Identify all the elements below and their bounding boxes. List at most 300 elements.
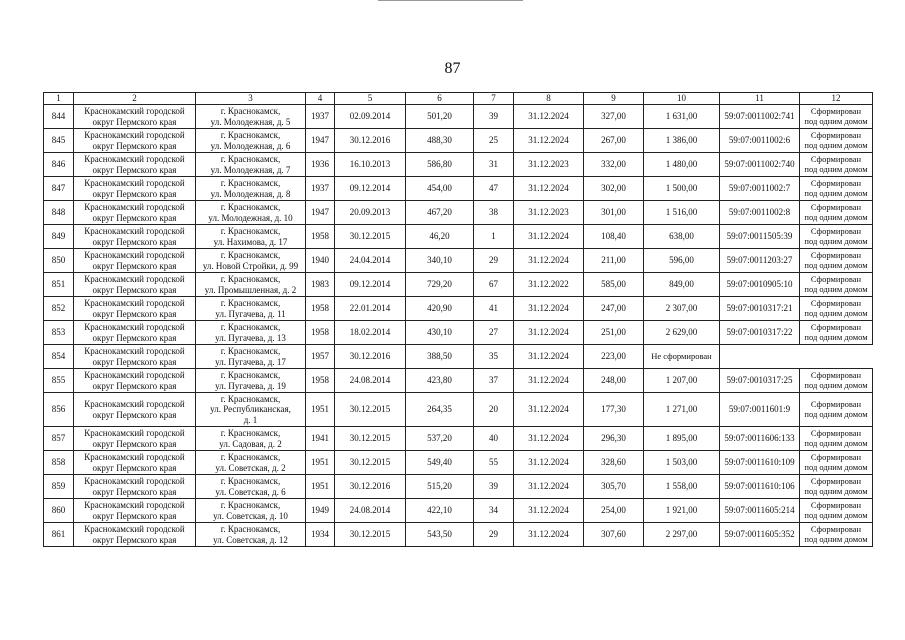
address-street: ул. Молодежная, д. 5 xyxy=(210,116,291,127)
municipality-cell xyxy=(74,105,196,129)
municipality-cell xyxy=(74,345,196,369)
planned-date: 31.12.2024 xyxy=(514,393,584,427)
inspection-date: 30.12.2016 xyxy=(335,475,406,499)
row-number: 849 xyxy=(44,225,74,249)
land-area: 2 629,00 xyxy=(644,321,720,345)
municipality-cell xyxy=(74,475,196,499)
build-year: 1951 xyxy=(306,475,335,499)
column-number: 10 xyxy=(644,93,720,105)
planned-date: 31.12.2022 xyxy=(514,273,584,297)
address-city: г. Краснокамск, xyxy=(220,154,281,165)
value-col-9: 301,00 xyxy=(584,201,644,225)
status-line-2: под одним домом xyxy=(804,331,868,342)
municipality-cell xyxy=(74,153,196,177)
land-area: 1 386,00 xyxy=(644,129,720,153)
land-area: 1 271,00 xyxy=(644,393,720,427)
planned-date: 31.12.2024 xyxy=(514,475,584,499)
address-city: г. Краснокамск, xyxy=(220,393,281,404)
value-col-9: 254,00 xyxy=(584,499,644,523)
address-city: г. Краснокамск, xyxy=(220,370,281,381)
planned-date: 31.12.2024 xyxy=(514,427,584,451)
municipality-line-1: Краснокамский городской xyxy=(84,500,185,511)
build-year: 1941 xyxy=(306,427,335,451)
table-row xyxy=(44,153,873,177)
value-col-9: 302,00 xyxy=(584,177,644,201)
land-status-cell xyxy=(800,321,873,345)
address-cell xyxy=(196,475,306,499)
row-number: 856 xyxy=(44,393,74,427)
status-line-2: под одним домом xyxy=(804,379,868,390)
address-cell xyxy=(196,393,306,427)
build-year: 1937 xyxy=(306,105,335,129)
municipality-line-2: округ Пермского края xyxy=(92,140,177,151)
land-area: 2 297,00 xyxy=(644,523,720,547)
address-city: г. Краснокамск, xyxy=(220,500,281,511)
table-row xyxy=(44,105,873,129)
floor-area: 388,50 xyxy=(406,345,474,369)
inspection-date: 18.02.2014 xyxy=(335,321,406,345)
municipality-line-2: округ Пермского края xyxy=(92,284,177,295)
row-number: 846 xyxy=(44,153,74,177)
status-line-2: под одним домом xyxy=(804,283,868,294)
municipality-cell xyxy=(74,499,196,523)
cadastral-number: 59:07:0010317:25 xyxy=(720,369,800,393)
residents-count: 67 xyxy=(474,273,514,297)
address-cell xyxy=(196,369,306,393)
municipality-line-2: округ Пермского края xyxy=(92,380,177,391)
residents-count: 47 xyxy=(474,177,514,201)
municipality-line-2: округ Пермского края xyxy=(92,534,177,545)
planned-date: 31.12.2024 xyxy=(514,129,584,153)
build-year: 1957 xyxy=(306,345,335,369)
status-line-1: Сформирован xyxy=(810,475,862,486)
cadastral-number: 59:07:0011002:6 xyxy=(720,129,800,153)
address-city: г. Краснокамск, xyxy=(220,524,281,535)
table-row xyxy=(44,321,873,345)
build-year: 1958 xyxy=(306,297,335,321)
value-col-9: 327,00 xyxy=(584,105,644,129)
address-city: г. Краснокамск, xyxy=(220,130,281,141)
municipality-cell xyxy=(74,393,196,427)
municipality-cell xyxy=(74,249,196,273)
address-street: ул. Молодежная, д. 8 xyxy=(210,188,291,199)
planned-date: 31.12.2024 xyxy=(514,249,584,273)
row-number: 858 xyxy=(44,451,74,475)
planned-date: 31.12.2024 xyxy=(514,369,584,393)
column-number: 1 xyxy=(44,93,74,105)
municipality-line-1: Краснокамский городской xyxy=(84,452,185,463)
floor-area: 46,20 xyxy=(406,225,474,249)
address-street: ул. Нахимова, д. 17 xyxy=(213,236,288,247)
build-year: 1951 xyxy=(306,393,335,427)
residents-count: 29 xyxy=(474,523,514,547)
column-number: 8 xyxy=(514,93,584,105)
status-line-1: Сформирован xyxy=(810,398,862,409)
status-line-1: Не сформирован xyxy=(651,350,712,361)
status-line-2: под одним домом xyxy=(804,259,868,270)
address-cell xyxy=(196,321,306,345)
column-number: 5 xyxy=(335,93,406,105)
table-row xyxy=(44,297,873,321)
column-number: 12 xyxy=(800,93,873,105)
row-number: 860 xyxy=(44,499,74,523)
row-number: 847 xyxy=(44,177,74,201)
land-area: 1 207,00 xyxy=(644,369,720,393)
status-line-1: Сформирован xyxy=(810,499,862,510)
address-street: ул. Советская, д. 6 xyxy=(215,486,286,497)
address-cell xyxy=(196,345,306,369)
column-number: 3 xyxy=(196,93,306,105)
address-cell xyxy=(196,499,306,523)
inspection-date: 09.12.2014 xyxy=(335,177,406,201)
cadastral-number: 59:07:0010317:21 xyxy=(720,297,800,321)
row-number: 861 xyxy=(44,523,74,547)
inspection-date: 20.09.2013 xyxy=(335,201,406,225)
address-cell xyxy=(196,273,306,297)
row-number: 848 xyxy=(44,201,74,225)
municipality-line-1: Краснокамский городской xyxy=(84,428,185,439)
row-number: 850 xyxy=(44,249,74,273)
page-number: 87 xyxy=(444,60,461,77)
municipality-line-2: округ Пермского края xyxy=(92,409,177,420)
column-number: 6 xyxy=(406,93,474,105)
address-street: ул. Молодежная, д. 10 xyxy=(208,212,293,223)
inspection-date: 24.08.2014 xyxy=(335,369,406,393)
address-street: ул. Молодежная, д. 6 xyxy=(210,140,291,151)
cadastral-number: 59:07:0011601:9 xyxy=(720,393,800,427)
municipality-line-1: Краснокамский городской xyxy=(84,476,185,487)
inspection-date: 09.12.2014 xyxy=(335,273,406,297)
cadastral-number: 59:07:0011002:8 xyxy=(720,201,800,225)
planned-date: 31.12.2024 xyxy=(514,177,584,201)
planned-date: 31.12.2023 xyxy=(514,201,584,225)
land-status-cell xyxy=(800,129,873,153)
value-col-9: 328,60 xyxy=(584,451,644,475)
address-cell xyxy=(196,297,306,321)
land-status-cell xyxy=(800,273,873,297)
land-status-cell xyxy=(800,451,873,475)
build-year: 1958 xyxy=(306,321,335,345)
floor-area: 467,20 xyxy=(406,201,474,225)
cadastral-number: 59:07:0011203:27 xyxy=(720,249,800,273)
municipality-line-2: округ Пермского края xyxy=(92,332,177,343)
table-row xyxy=(44,475,873,499)
residents-count: 1 xyxy=(474,225,514,249)
planned-date: 31.12.2024 xyxy=(514,499,584,523)
address-city: г. Краснокамск, xyxy=(220,178,281,189)
address-cell xyxy=(196,201,306,225)
land-area: 849,00 xyxy=(644,273,720,297)
status-line-2: под одним домом xyxy=(804,211,868,222)
municipality-line-1: Краснокамский городской xyxy=(84,399,185,410)
address-cell xyxy=(196,105,306,129)
cadastral-number: 59:07:0011606:133 xyxy=(720,427,800,451)
table-row xyxy=(44,345,873,369)
build-year: 1983 xyxy=(306,273,335,297)
residents-count: 37 xyxy=(474,369,514,393)
table-row xyxy=(44,249,873,273)
floor-area: 488,30 xyxy=(406,129,474,153)
address-city: г. Краснокамск, xyxy=(220,106,281,117)
municipality-line-1: Краснокамский городской xyxy=(84,178,185,189)
address-street: ул. Советская, д. 12 xyxy=(213,534,288,545)
address-city: г. Краснокамск, xyxy=(220,250,281,261)
address-cell xyxy=(196,225,306,249)
address-city: г. Краснокамск, xyxy=(220,346,281,357)
residents-count: 55 xyxy=(474,451,514,475)
build-year: 1937 xyxy=(306,177,335,201)
municipality-line-1: Краснокамский городской xyxy=(84,250,185,261)
value-col-9: 296,30 xyxy=(584,427,644,451)
build-year: 1958 xyxy=(306,369,335,393)
municipality-line-1: Краснокамский городской xyxy=(84,154,185,165)
row-number: 851 xyxy=(44,273,74,297)
cadastral-number: 59:07:0010905:10 xyxy=(720,273,800,297)
value-col-9: 211,00 xyxy=(584,249,644,273)
inspection-date: 24.04.2014 xyxy=(335,249,406,273)
municipality-cell xyxy=(74,321,196,345)
land-status-cell xyxy=(800,249,873,273)
address-street: ул. Новой Стройки, д. 99 xyxy=(202,260,299,271)
address-cell xyxy=(196,249,306,273)
floor-area: 264,35 xyxy=(406,393,474,427)
inspection-date: 22.01.2014 xyxy=(335,297,406,321)
municipality-cell xyxy=(74,129,196,153)
address-city: г. Краснокамск, xyxy=(220,322,281,333)
municipality-line-2: округ Пермского края xyxy=(92,486,177,497)
status-line-2: под одним домом xyxy=(804,139,868,150)
address-city: г. Краснокамск, xyxy=(220,202,281,213)
address-cell xyxy=(196,177,306,201)
residents-count: 39 xyxy=(474,105,514,129)
residents-count: 27 xyxy=(474,321,514,345)
floor-area: 423,80 xyxy=(406,369,474,393)
table-row xyxy=(44,225,873,249)
build-year: 1936 xyxy=(306,153,335,177)
municipality-cell xyxy=(74,297,196,321)
table-row xyxy=(44,523,873,547)
build-year: 1947 xyxy=(306,129,335,153)
municipality-line-2: округ Пермского края xyxy=(92,438,177,449)
value-col-9: 332,00 xyxy=(584,153,644,177)
floor-area: 340,10 xyxy=(406,249,474,273)
municipality-line-1: Краснокамский городской xyxy=(84,322,185,333)
row-number: 853 xyxy=(44,321,74,345)
address-street: ул. Садовая, д. 2 xyxy=(219,438,282,449)
cadastral-number: 59:07:0011605:214 xyxy=(720,499,800,523)
status-line-2: под одним домом xyxy=(804,437,868,448)
inspection-date: 30.12.2015 xyxy=(335,451,406,475)
build-year: 1958 xyxy=(306,225,335,249)
floor-area: 454,00 xyxy=(406,177,474,201)
column-number-row xyxy=(44,93,873,105)
row-number: 857 xyxy=(44,427,74,451)
residents-count: 38 xyxy=(474,201,514,225)
address-city: г. Краснокамск, xyxy=(220,274,281,285)
table-row xyxy=(44,393,873,427)
cadastral-number: 59:07:0010317:22 xyxy=(720,321,800,345)
municipality-line-1: Краснокамский городской xyxy=(84,346,185,357)
inspection-date: 30.12.2015 xyxy=(335,225,406,249)
status-line-2: под одним домом xyxy=(804,235,868,246)
planned-date: 31.12.2024 xyxy=(514,345,584,369)
floor-area: 430,10 xyxy=(406,321,474,345)
inspection-date: 02.09.2014 xyxy=(335,105,406,129)
status-line-2: под одним домом xyxy=(804,485,868,496)
table-row xyxy=(44,369,873,393)
table-row xyxy=(44,499,873,523)
land-status-cell xyxy=(800,153,873,177)
status-line-1: Сформирован xyxy=(810,297,862,308)
land-status-cell xyxy=(800,427,873,451)
land-status-cell xyxy=(800,475,873,499)
inspection-date: 30.12.2016 xyxy=(335,345,406,369)
cadastral-number: 59:07:0011002:740 xyxy=(720,153,800,177)
status-line-1: Сформирован xyxy=(810,451,862,462)
row-number: 844 xyxy=(44,105,74,129)
land-status-cell xyxy=(800,297,873,321)
address-city: г. Краснокамск, xyxy=(220,452,281,463)
housing-registry-table xyxy=(43,92,873,547)
value-col-9: 307,60 xyxy=(584,523,644,547)
address-cell xyxy=(196,451,306,475)
land-area: 1 558,00 xyxy=(644,475,720,499)
address-cell xyxy=(196,129,306,153)
column-number: 2 xyxy=(74,93,196,105)
cadastral-number: 59:07:0011002:7 xyxy=(720,177,800,201)
table-row xyxy=(44,451,873,475)
land-status-cell xyxy=(800,105,873,129)
municipality-line-2: округ Пермского края xyxy=(92,188,177,199)
status-line-1: Сформирован xyxy=(810,427,862,438)
address-extra: д. 1 xyxy=(243,414,258,425)
municipality-cell xyxy=(74,451,196,475)
municipality-line-1: Краснокамский городской xyxy=(84,106,185,117)
residents-count: 40 xyxy=(474,427,514,451)
build-year: 1947 xyxy=(306,201,335,225)
inspection-date: 16.10.2013 xyxy=(335,153,406,177)
residents-count: 25 xyxy=(474,129,514,153)
row-number: 859 xyxy=(44,475,74,499)
value-col-9: 267,00 xyxy=(584,129,644,153)
cadastral-number: 59:07:0011610:106 xyxy=(720,475,800,499)
status-line-1: Сформирован xyxy=(810,177,862,188)
column-number: 11 xyxy=(720,93,800,105)
land-status-cell xyxy=(644,345,720,369)
row-number: 852 xyxy=(44,297,74,321)
land-area: 1 631,00 xyxy=(644,105,720,129)
land-status-cell xyxy=(800,523,873,547)
municipality-cell xyxy=(74,523,196,547)
residents-count: 35 xyxy=(474,345,514,369)
land-area: 1 503,00 xyxy=(644,451,720,475)
floor-area: 422,10 xyxy=(406,499,474,523)
row-number: 845 xyxy=(44,129,74,153)
floor-area: 537,20 xyxy=(406,427,474,451)
status-line-2: под одним домом xyxy=(804,163,868,174)
build-year: 1934 xyxy=(306,523,335,547)
value-col-9: 223,00 xyxy=(584,345,644,369)
floor-area: 543,50 xyxy=(406,523,474,547)
municipality-line-2: округ Пермского края xyxy=(92,260,177,271)
cadastral-number: 59:07:0011505:39 xyxy=(720,225,800,249)
residents-count: 41 xyxy=(474,297,514,321)
inspection-date: 30.12.2015 xyxy=(335,523,406,547)
value-col-9: 248,00 xyxy=(584,369,644,393)
municipality-cell xyxy=(74,427,196,451)
planned-date: 31.12.2024 xyxy=(514,451,584,475)
status-line-1: Сформирован xyxy=(810,225,862,236)
address-street: ул. Промышленная, д. 2 xyxy=(204,284,297,295)
address-street: ул. Советская, д. 2 xyxy=(215,462,286,473)
municipality-cell xyxy=(74,225,196,249)
land-status-cell xyxy=(800,177,873,201)
residents-count: 29 xyxy=(474,249,514,273)
residents-count: 20 xyxy=(474,393,514,427)
status-line-1: Сформирован xyxy=(810,369,862,380)
status-line-1: Сформирован xyxy=(810,201,862,212)
address-street: ул. Пугачева, д. 11 xyxy=(215,308,286,319)
build-year: 1940 xyxy=(306,249,335,273)
planned-date: 31.12.2024 xyxy=(514,321,584,345)
status-line-1: Сформирован xyxy=(810,129,862,140)
value-col-9: 585,00 xyxy=(584,273,644,297)
municipality-cell xyxy=(74,273,196,297)
land-area: 638,00 xyxy=(644,225,720,249)
floor-area: 515,20 xyxy=(406,475,474,499)
address-cell xyxy=(196,523,306,547)
address-city: г. Краснокамск, xyxy=(220,476,281,487)
address-street: ул. Пугачева, д. 19 xyxy=(215,380,286,391)
table-row xyxy=(44,273,873,297)
column-number: 7 xyxy=(474,93,514,105)
cadastral-number: 59:07:0011002:741 xyxy=(720,105,800,129)
address-cell xyxy=(196,153,306,177)
address-street: ул. Пугачева, д. 13 xyxy=(215,332,286,343)
planned-date: 31.12.2024 xyxy=(514,225,584,249)
status-line-2: под одним домом xyxy=(804,408,868,419)
land-area: 1 500,00 xyxy=(644,177,720,201)
inspection-date: 30.12.2015 xyxy=(335,427,406,451)
municipality-cell xyxy=(74,369,196,393)
status-line-1: Сформирован xyxy=(810,249,862,260)
status-line-1: Сформирован xyxy=(810,321,862,332)
municipality-line-2: округ Пермского края xyxy=(92,236,177,247)
residents-count: 31 xyxy=(474,153,514,177)
land-status-cell xyxy=(800,393,873,427)
status-line-2: под одним домом xyxy=(804,533,868,544)
status-line-1: Сформирован xyxy=(810,523,862,534)
value-col-9: 247,00 xyxy=(584,297,644,321)
address-street: ул. Советская, д. 10 xyxy=(213,510,288,521)
planned-date: 31.12.2024 xyxy=(514,297,584,321)
floor-area: 586,80 xyxy=(406,153,474,177)
address-cell xyxy=(196,427,306,451)
land-status-cell xyxy=(800,499,873,523)
address-street: ул. Пугачева, д. 17 xyxy=(215,356,286,367)
floor-area: 501,20 xyxy=(406,105,474,129)
table-row xyxy=(44,427,873,451)
land-area: 1 921,00 xyxy=(644,499,720,523)
planned-date: 31.12.2024 xyxy=(514,523,584,547)
municipality-line-2: округ Пермского края xyxy=(92,462,177,473)
land-area: 1 480,00 xyxy=(644,153,720,177)
residents-count: 39 xyxy=(474,475,514,499)
value-col-9: 251,00 xyxy=(584,321,644,345)
status-line-1: Сформирован xyxy=(810,105,862,116)
build-year: 1949 xyxy=(306,499,335,523)
municipality-line-2: округ Пермского края xyxy=(92,164,177,175)
